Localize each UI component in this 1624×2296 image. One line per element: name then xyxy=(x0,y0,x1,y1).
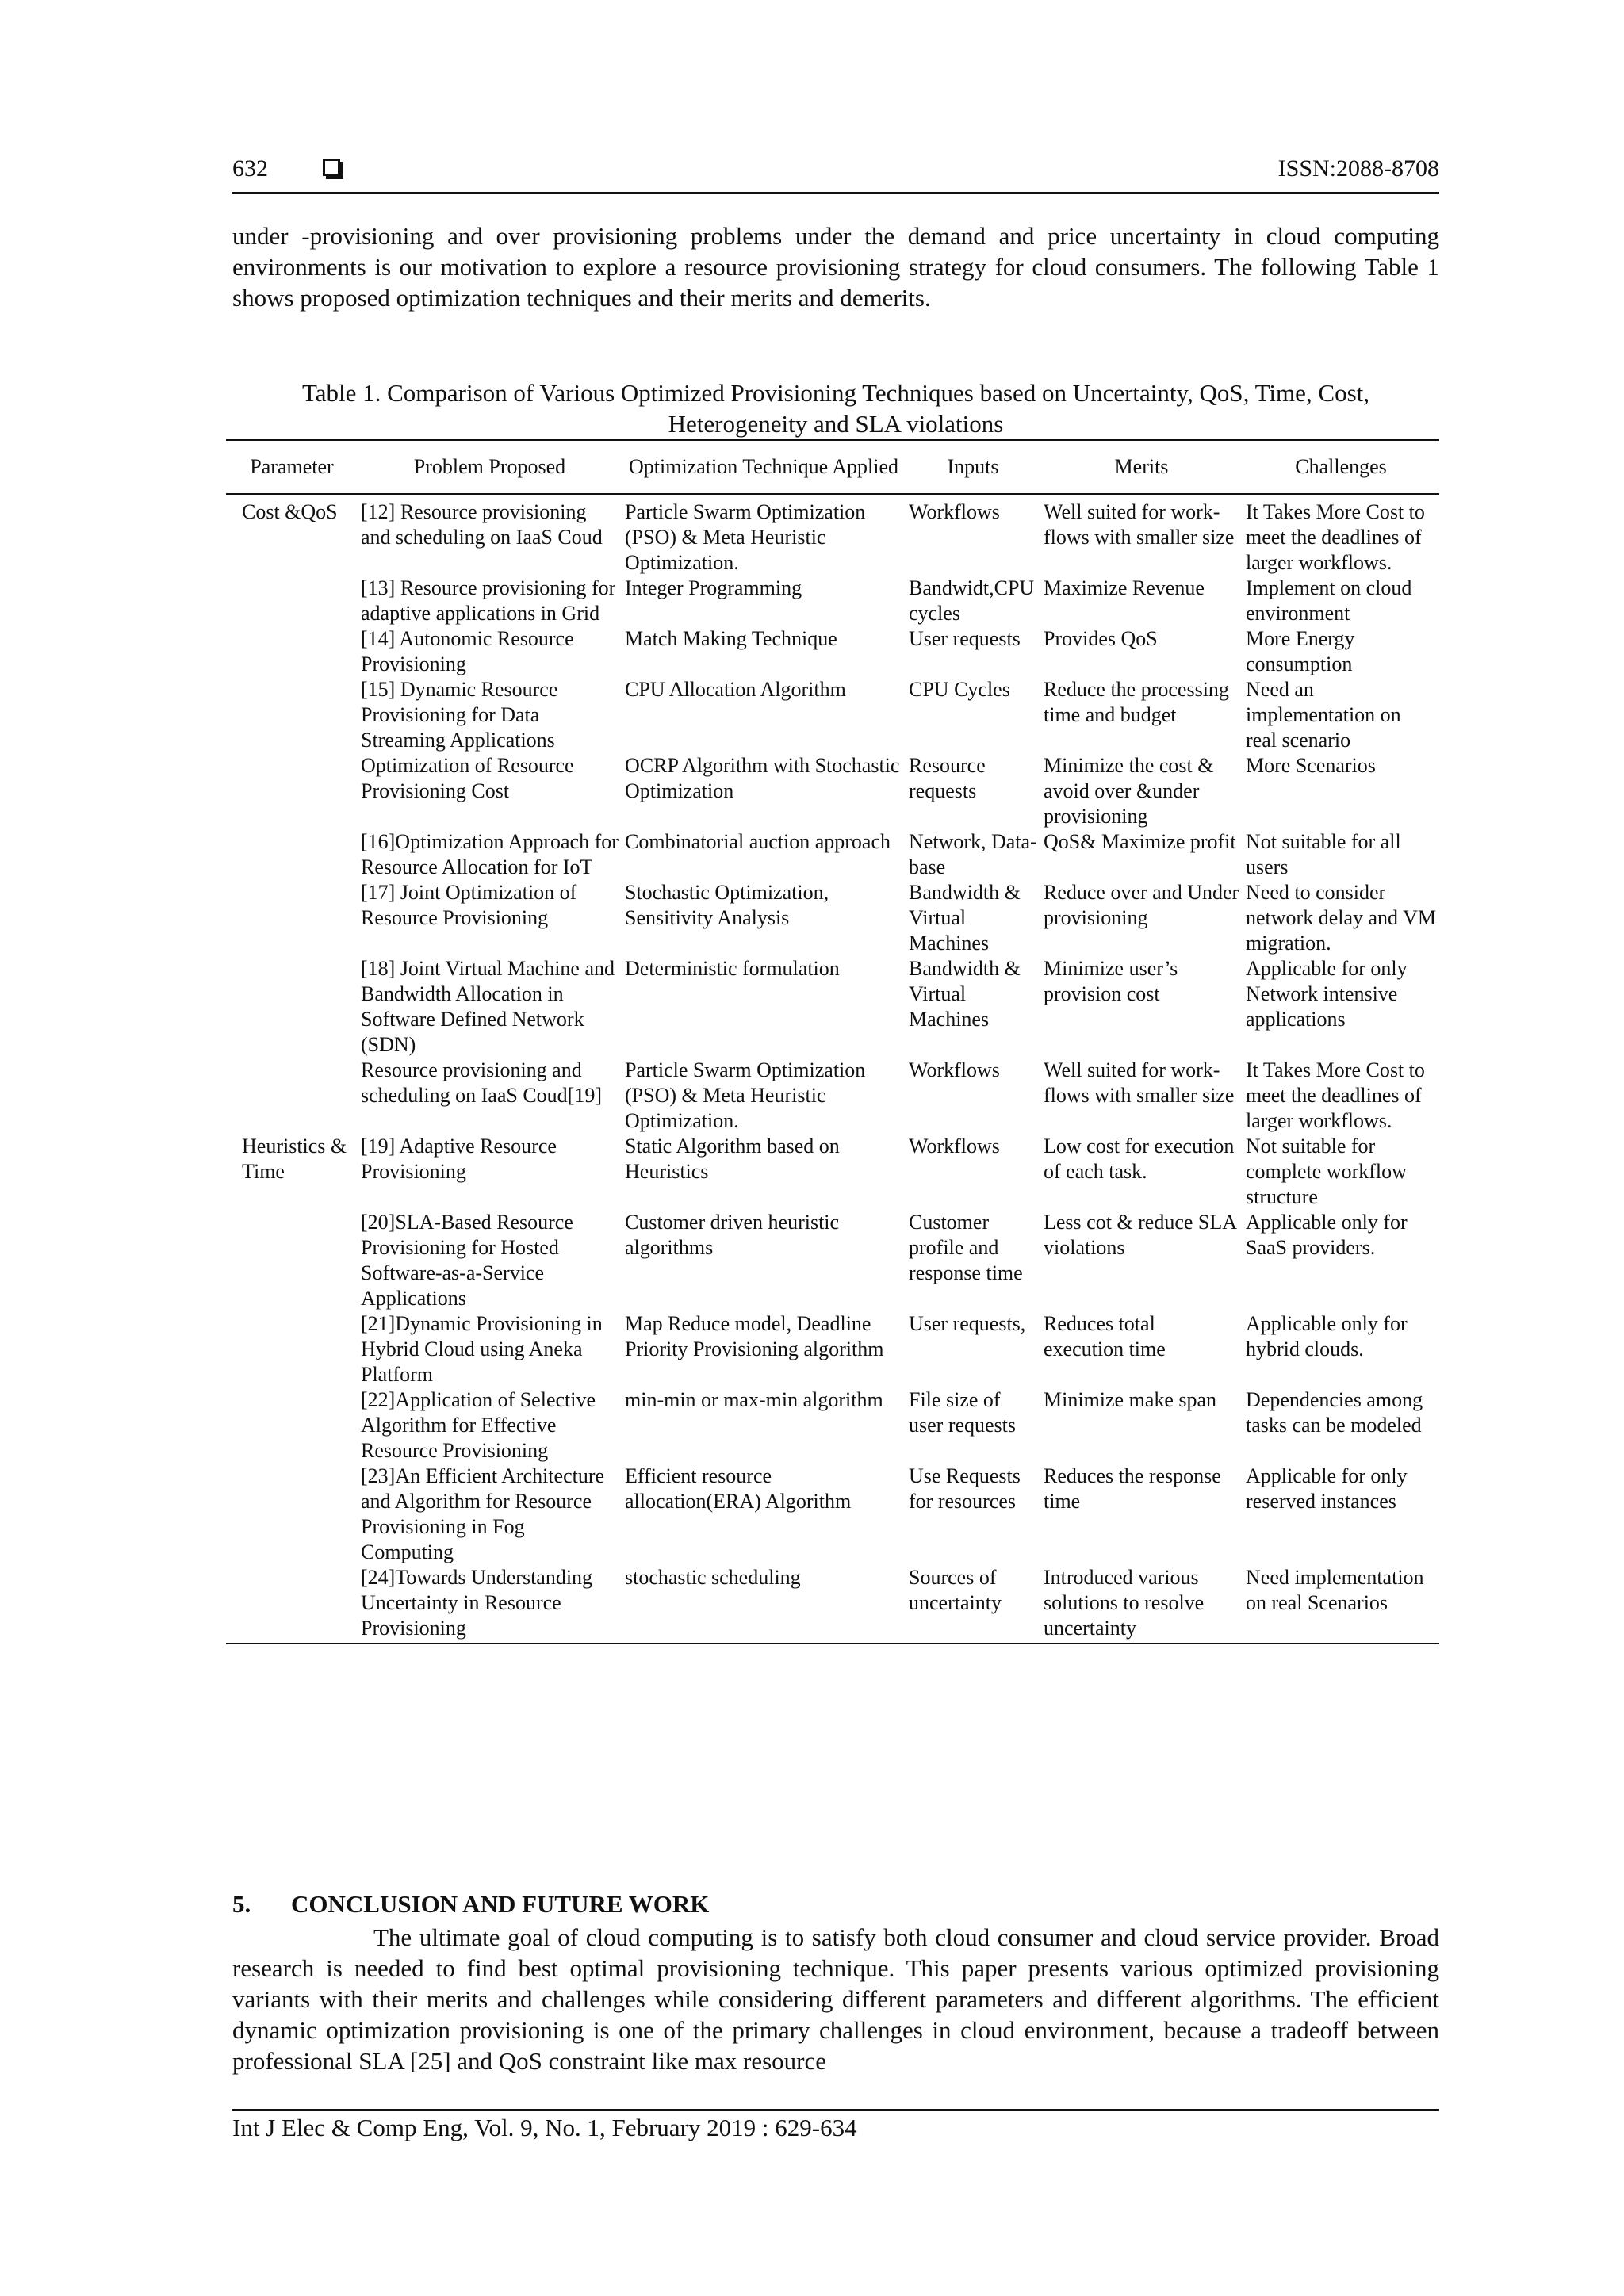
cell-technique: Efficient resource allocation(ERA) Algorithm xyxy=(625,1464,852,1513)
cell-merits: Reduce the processing time and budget xyxy=(1044,678,1229,726)
table-row xyxy=(226,1210,1439,1311)
table-row xyxy=(226,494,1439,576)
table-row xyxy=(226,1464,1439,1565)
section-title: CONCLUSION AND FUTURE WORK xyxy=(291,1890,710,1918)
cell-merits: Reduces total execution time xyxy=(1044,1312,1166,1360)
cell-technique: min-min or max-min algorithm xyxy=(625,1388,883,1411)
cell-technique: stochastic scheduling xyxy=(622,1565,906,1644)
table-row xyxy=(226,677,1439,753)
comparison-table xyxy=(226,439,1439,1644)
cell-challenges: Need an implementation on real scenario xyxy=(1246,678,1401,752)
cell-parameter xyxy=(226,576,358,626)
cell-challenges: Applicable only for SaaS providers. xyxy=(1246,1211,1408,1259)
table-caption-line1: Table 1. Comparison of Various Optimized Provisioning Techniques based on Uncertainty, QoS, Time, Cost, xyxy=(301,379,1370,407)
cell-challenges: Applicable only for hybrid clouds. xyxy=(1246,1312,1408,1360)
cell-challenges: Not suitable for complete workflow structure xyxy=(1246,1135,1407,1208)
table-row xyxy=(226,880,1439,956)
cell-problem: [18] Joint Virtual Machine and Bandwidth Allocation in Software Defined Network (SDN) xyxy=(361,957,615,1056)
cell-inputs: Customer profile and response time xyxy=(909,1211,1023,1284)
cell-inputs: Network, Data-base xyxy=(909,830,1037,878)
header-parameter: Parameter xyxy=(226,440,358,494)
table-body xyxy=(226,494,1439,1644)
header-rule xyxy=(232,192,1439,194)
intro-paragraph: under -provisioning and over provisioning problems under the demand and price uncertainty in cloud computing environments is our motivation to explore a resource provisioning strategy for cloud consumers. The following Table 1 shows proposed optimization techniques and their merits and demerits. xyxy=(232,222,1439,312)
cell-merits: Minimize user’s provision cost xyxy=(1044,957,1178,1005)
cell-challenges: More Scenarios xyxy=(1246,754,1376,777)
cell-challenges: Need to consider network delay and VM migration. xyxy=(1246,881,1436,955)
cell-problem: [24]Towards Understanding Uncertainty in Resource Provisioning xyxy=(358,1565,622,1644)
table-row xyxy=(226,1134,1439,1210)
cell-problem: [13] Resource provisioning for adaptive applications in Grid xyxy=(361,576,616,625)
cell-inputs: Sources of uncertainty xyxy=(906,1565,1040,1644)
cell-problem: [16]Optimization Approach for Resource Allocation for IoT xyxy=(361,830,619,878)
table-caption xyxy=(232,377,1439,439)
cell-problem: [17] Joint Optimization of Resource Provisioning xyxy=(361,881,577,929)
cell-merits: Low cost for execution of each task. xyxy=(1044,1135,1235,1183)
header-inputs: Inputs xyxy=(906,440,1040,494)
cell-inputs: Workflows xyxy=(909,1135,1000,1158)
cell-inputs: Use Requests for resources xyxy=(909,1464,1021,1513)
cell-challenges: Need implementation on real Scenarios xyxy=(1243,1565,1439,1644)
cell-merits: Reduces the response time xyxy=(1044,1464,1221,1513)
table-row xyxy=(226,576,1439,626)
cell-challenges: Applicable for only reserved instances xyxy=(1246,1464,1408,1513)
issn: ISSN:2088-8708 xyxy=(1277,155,1439,182)
cell-inputs: User requests, xyxy=(909,1312,1026,1335)
cell-technique: Map Reduce model, Deadline Priority Provisioning algorithm xyxy=(625,1312,884,1360)
cell-merits: Well suited for work-flows with smaller size xyxy=(1044,500,1235,549)
cell-merits: Well suited for work-flows with smaller size xyxy=(1044,1058,1235,1107)
cell-inputs: Workflows xyxy=(909,1058,1000,1081)
cell-inputs: Workflows xyxy=(909,500,1000,523)
cell-challenges: More Energy consumption xyxy=(1246,627,1355,675)
cell-parameter xyxy=(226,1210,358,1311)
cell-challenges: Applicable for only Network intensive applications xyxy=(1246,957,1408,1031)
cell-technique: CPU Allocation Algorithm xyxy=(625,678,846,701)
cell-technique: Customer driven heuristic algorithms xyxy=(625,1211,840,1259)
cell-parameter xyxy=(226,956,358,1058)
cell-parameter xyxy=(226,880,358,956)
square-box-icon xyxy=(323,159,340,176)
cell-problem: [14] Autonomic Resource Provisioning xyxy=(361,627,574,675)
cell-problem: Optimization of Resource Provisioning Cost xyxy=(361,754,574,802)
table-row xyxy=(226,956,1439,1058)
cell-parameter xyxy=(226,1387,358,1464)
table-row xyxy=(226,1387,1439,1464)
cell-technique: Static Algorithm based on Heuristics xyxy=(625,1135,840,1183)
cell-parameter: Cost &QoS xyxy=(242,500,338,523)
table-row xyxy=(226,753,1439,829)
cell-inputs: File size of user requests xyxy=(909,1388,1017,1437)
cell-merits: Reduce over and Under provisioning xyxy=(1044,881,1239,929)
cell-problem: Resource provisioning and scheduling on IaaS Coud[19] xyxy=(361,1058,603,1107)
cell-inputs: Bandwidth & Virtual Machines xyxy=(909,957,1021,1031)
cell-parameter xyxy=(226,829,358,880)
section-heading xyxy=(232,1890,709,1919)
cell-parameter: Heuristics & Time xyxy=(242,1135,347,1183)
header-challenges: Challenges xyxy=(1243,440,1439,494)
cell-problem: [15] Dynamic Resource Provisioning for Data Streaming Applications xyxy=(361,678,558,752)
cell-problem: [21]Dynamic Provisioning in Hybrid Cloud using Aneka Platform xyxy=(361,1312,603,1386)
cell-inputs: Bandwidt,CPU cycles xyxy=(909,576,1035,625)
page-number: 632 xyxy=(232,155,268,182)
cell-challenges: It Takes More Cost to meet the deadlines of larger workflows. xyxy=(1246,1058,1425,1132)
cell-parameter xyxy=(226,626,358,677)
table-caption-line2: Heterogeneity and SLA violations xyxy=(668,410,1004,438)
footer-rule xyxy=(232,2109,1439,2111)
cell-merits: Minimize the cost & avoid over &under provisioning xyxy=(1044,754,1214,828)
table-row xyxy=(226,829,1439,880)
cell-merits: Less cot & reduce SLA violations xyxy=(1044,1211,1236,1259)
header-technique: Optimization Technique Applied xyxy=(622,440,906,494)
cell-problem: [12] Resource provisioning and scheduling on IaaS Coud xyxy=(361,500,603,549)
cell-merits: QoS& Maximize profit xyxy=(1044,830,1236,853)
cell-inputs: User requests xyxy=(909,627,1021,650)
cell-problem: [22]Application of Selective Algorithm for Effective Resource Provisioning xyxy=(361,1388,596,1462)
section-number: 5. xyxy=(232,1890,251,1918)
cell-challenges: Implement on cloud environment xyxy=(1246,576,1412,625)
table-row xyxy=(226,1058,1439,1134)
cell-technique: Stochastic Optimization, Sensitivity Analysis xyxy=(625,881,829,929)
cell-technique: Particle Swarm Optimization (PSO) & Meta Heuristic Optimization. xyxy=(625,500,866,574)
cell-merits: Provides QoS xyxy=(1044,627,1158,650)
cell-problem: [19] Adaptive Resource Provisioning xyxy=(361,1135,557,1183)
cell-technique: OCRP Algorithm with Stochastic Optimization xyxy=(625,754,900,802)
cell-parameter xyxy=(226,677,358,753)
cell-inputs: CPU Cycles xyxy=(909,678,1010,701)
cell-parameter xyxy=(226,1058,358,1134)
cell-merits: Introduced various solutions to resolve uncertainty xyxy=(1040,1565,1243,1644)
cell-inputs: Resource requests xyxy=(909,754,986,802)
cell-parameter xyxy=(226,753,358,829)
page-header xyxy=(232,155,1439,190)
cell-merits: Maximize Revenue xyxy=(1044,576,1205,599)
cell-technique: Deterministic formulation xyxy=(625,957,840,980)
cell-technique: Integer Programming xyxy=(625,576,802,599)
cell-technique: Combinatorial auction approach xyxy=(625,830,891,853)
cell-problem: [23]An Efficient Architecture and Algorithm for Resource Provisioning in Fog Computing xyxy=(361,1464,605,1563)
table-header-row xyxy=(226,440,1439,494)
table-row xyxy=(226,1311,1439,1387)
header-merits: Merits xyxy=(1040,440,1243,494)
cell-parameter xyxy=(226,1565,358,1644)
cell-technique: Particle Swarm Optimization (PSO) & Meta Heuristic Optimization. xyxy=(625,1058,866,1132)
footer-citation: Int J Elec & Comp Eng, Vol. 9, No. 1, February 2019 : 629-634 xyxy=(232,2114,857,2141)
cell-merits: Minimize make span xyxy=(1044,1388,1217,1411)
header-problem: Problem Proposed xyxy=(358,440,622,494)
cell-inputs: Bandwidth & Virtual Machines xyxy=(909,881,1021,955)
conclusion-paragraph: The ultimate goal of cloud computing is to satisfy both cloud consumer and cloud service provider. Broad research is needed to find best optimal provisioning technique. This paper presents various optimized provisioning variants with their merits and challenges while considering different parameters and different algorithms. The efficient dynamic optimization provisioning is one of the primary challenges in cloud environment, because a tradeoff between professional SLA [25] and QoS constraint like max resource xyxy=(232,1923,1439,2075)
cell-problem: [20]SLA-Based Resource Provisioning for Hosted Software-as-a-Service Applications xyxy=(361,1211,573,1310)
cell-challenges: It Takes More Cost to meet the deadlines of larger workflows. xyxy=(1246,500,1425,574)
cell-technique: Match Making Technique xyxy=(625,627,837,650)
cell-challenges: Not suitable for all users xyxy=(1246,830,1401,878)
cell-parameter xyxy=(226,1311,358,1387)
cell-challenges: Dependencies among tasks can be modeled xyxy=(1246,1388,1423,1437)
table-row xyxy=(226,626,1439,677)
table-row xyxy=(226,1565,1439,1644)
cell-parameter xyxy=(226,1464,358,1565)
